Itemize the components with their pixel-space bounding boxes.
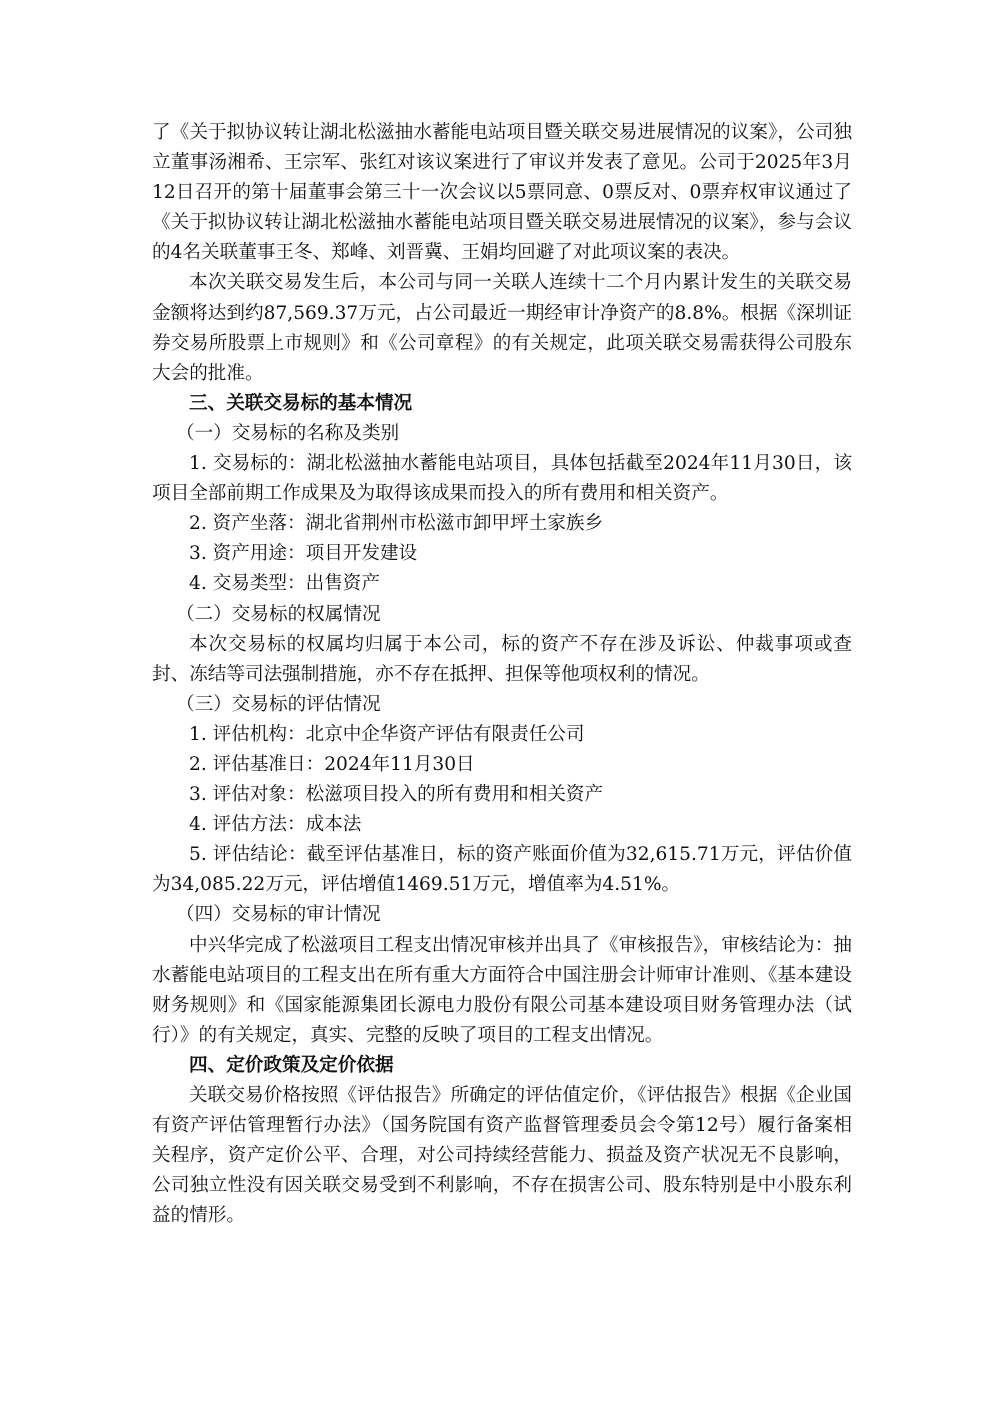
list-item: 1. 评估机构：北京中企华资产评估有限责任公司: [189, 723, 585, 745]
subheading-3-2: （二）交易标的权属情况: [176, 603, 381, 625]
section-heading-3: 三、关联交易标的基本情况: [189, 392, 413, 414]
list-item: 4. 评估方法：成本法: [189, 814, 362, 836]
list-item: 3. 评估对象：松滋项目投入的所有费用和相关资产: [189, 784, 604, 806]
list-item: 5. 评估结论：截至评估基准日，标的资产账面价值为32,615.71万元，评估价值为34,085.22万元，评估增值1469.51万元，增值率为4.51%。: [152, 844, 852, 896]
paragraph-pricing: 关联交易价格按照《评估报告》所确定的评估值定价，《评估报告》根据《企业国有资产评估管理暂行办法》（国务院国有资产监督管理委员会令第12号）履行备案相关程序，资产定价公平、合理，对公司持续经营能力、损益及资产状况无不良影响，公司独立性没有因关联交易受到不利影响，不存在损害公司、股东特别是中小股东利益的情形。: [152, 1085, 852, 1227]
list-item: 3. 资产用途：项目开发建设: [189, 543, 418, 565]
paragraph-cumulative-amount: 本次关联交易发生后，本公司与同一关联人连续十二个月内累计发生的关联交易金额将达到约87,569.37万元，占公司最近一期经审计净资产的8.8%。根据《深圳证券交易所股票上市规则》和《公司章程》的有关规定，此项关联交易需获得公司股东大会的批准。: [152, 272, 852, 384]
document-body: [152, 118, 852, 1231]
list-item: 2. 资产坐落：湖北省荆州市松滋市卸甲坪土家族乡: [189, 513, 604, 535]
list-item: 2. 评估基准日：2024年11月30日: [189, 753, 475, 775]
paragraph-audit: 中兴华完成了松滋项目工程支出情况审核并出具了《审核报告》，审核结论为：抽水蓄能电站项目的工程支出在所有重大方面符合中国注册会计师审计准则、《基本建设财务规则》和《国家能源集团长源电力股份有限公司基本建设项目财务管理办法（试行）》的有关规定，真实、完整的反映了项目的工程支出情况。: [152, 934, 852, 1046]
list-item: 1. 交易标的：湖北松滋抽水蓄能电站项目，具体包括截至2024年11月30日，该项目全部前期工作成果及为取得该成果而投入的所有费用和相关资产。: [152, 453, 852, 505]
subheading-3-1: （一）交易标的名称及类别: [176, 422, 400, 444]
subheading-3-3: （三）交易标的评估情况: [176, 693, 381, 715]
paragraph-ownership: 本次交易标的权属均归属于本公司，标的资产不存在涉及诉讼、仲裁事项或查封、冻结等司法强制措施，亦不存在抵押、担保等他项权利的情况。: [152, 633, 852, 685]
subheading-3-4: （四）交易标的审计情况: [176, 904, 381, 926]
paragraph-board-approval: 了《关于拟协议转让湖北松滋抽水蓄能电站项目暨关联交易进展情况的议案》，公司独立董事汤湘希、王宗军、张红对该议案进行了审议并发表了意见。公司于2025年3月12日召开的第十届董事会第三十一次会议以5票同意、0票反对、0票弃权审议通过了《关于拟协议转让湖北松滋抽水蓄能电站项目暨关联交易进展情况的议案》，参与会议的4名关联董事王冬、郑峰、刘晋冀、王娟均回避了对此项议案的表决。: [152, 122, 852, 264]
list-item: 4. 交易类型：出售资产: [189, 573, 380, 595]
section-heading-4: 四、定价政策及定价依据: [189, 1054, 394, 1076]
